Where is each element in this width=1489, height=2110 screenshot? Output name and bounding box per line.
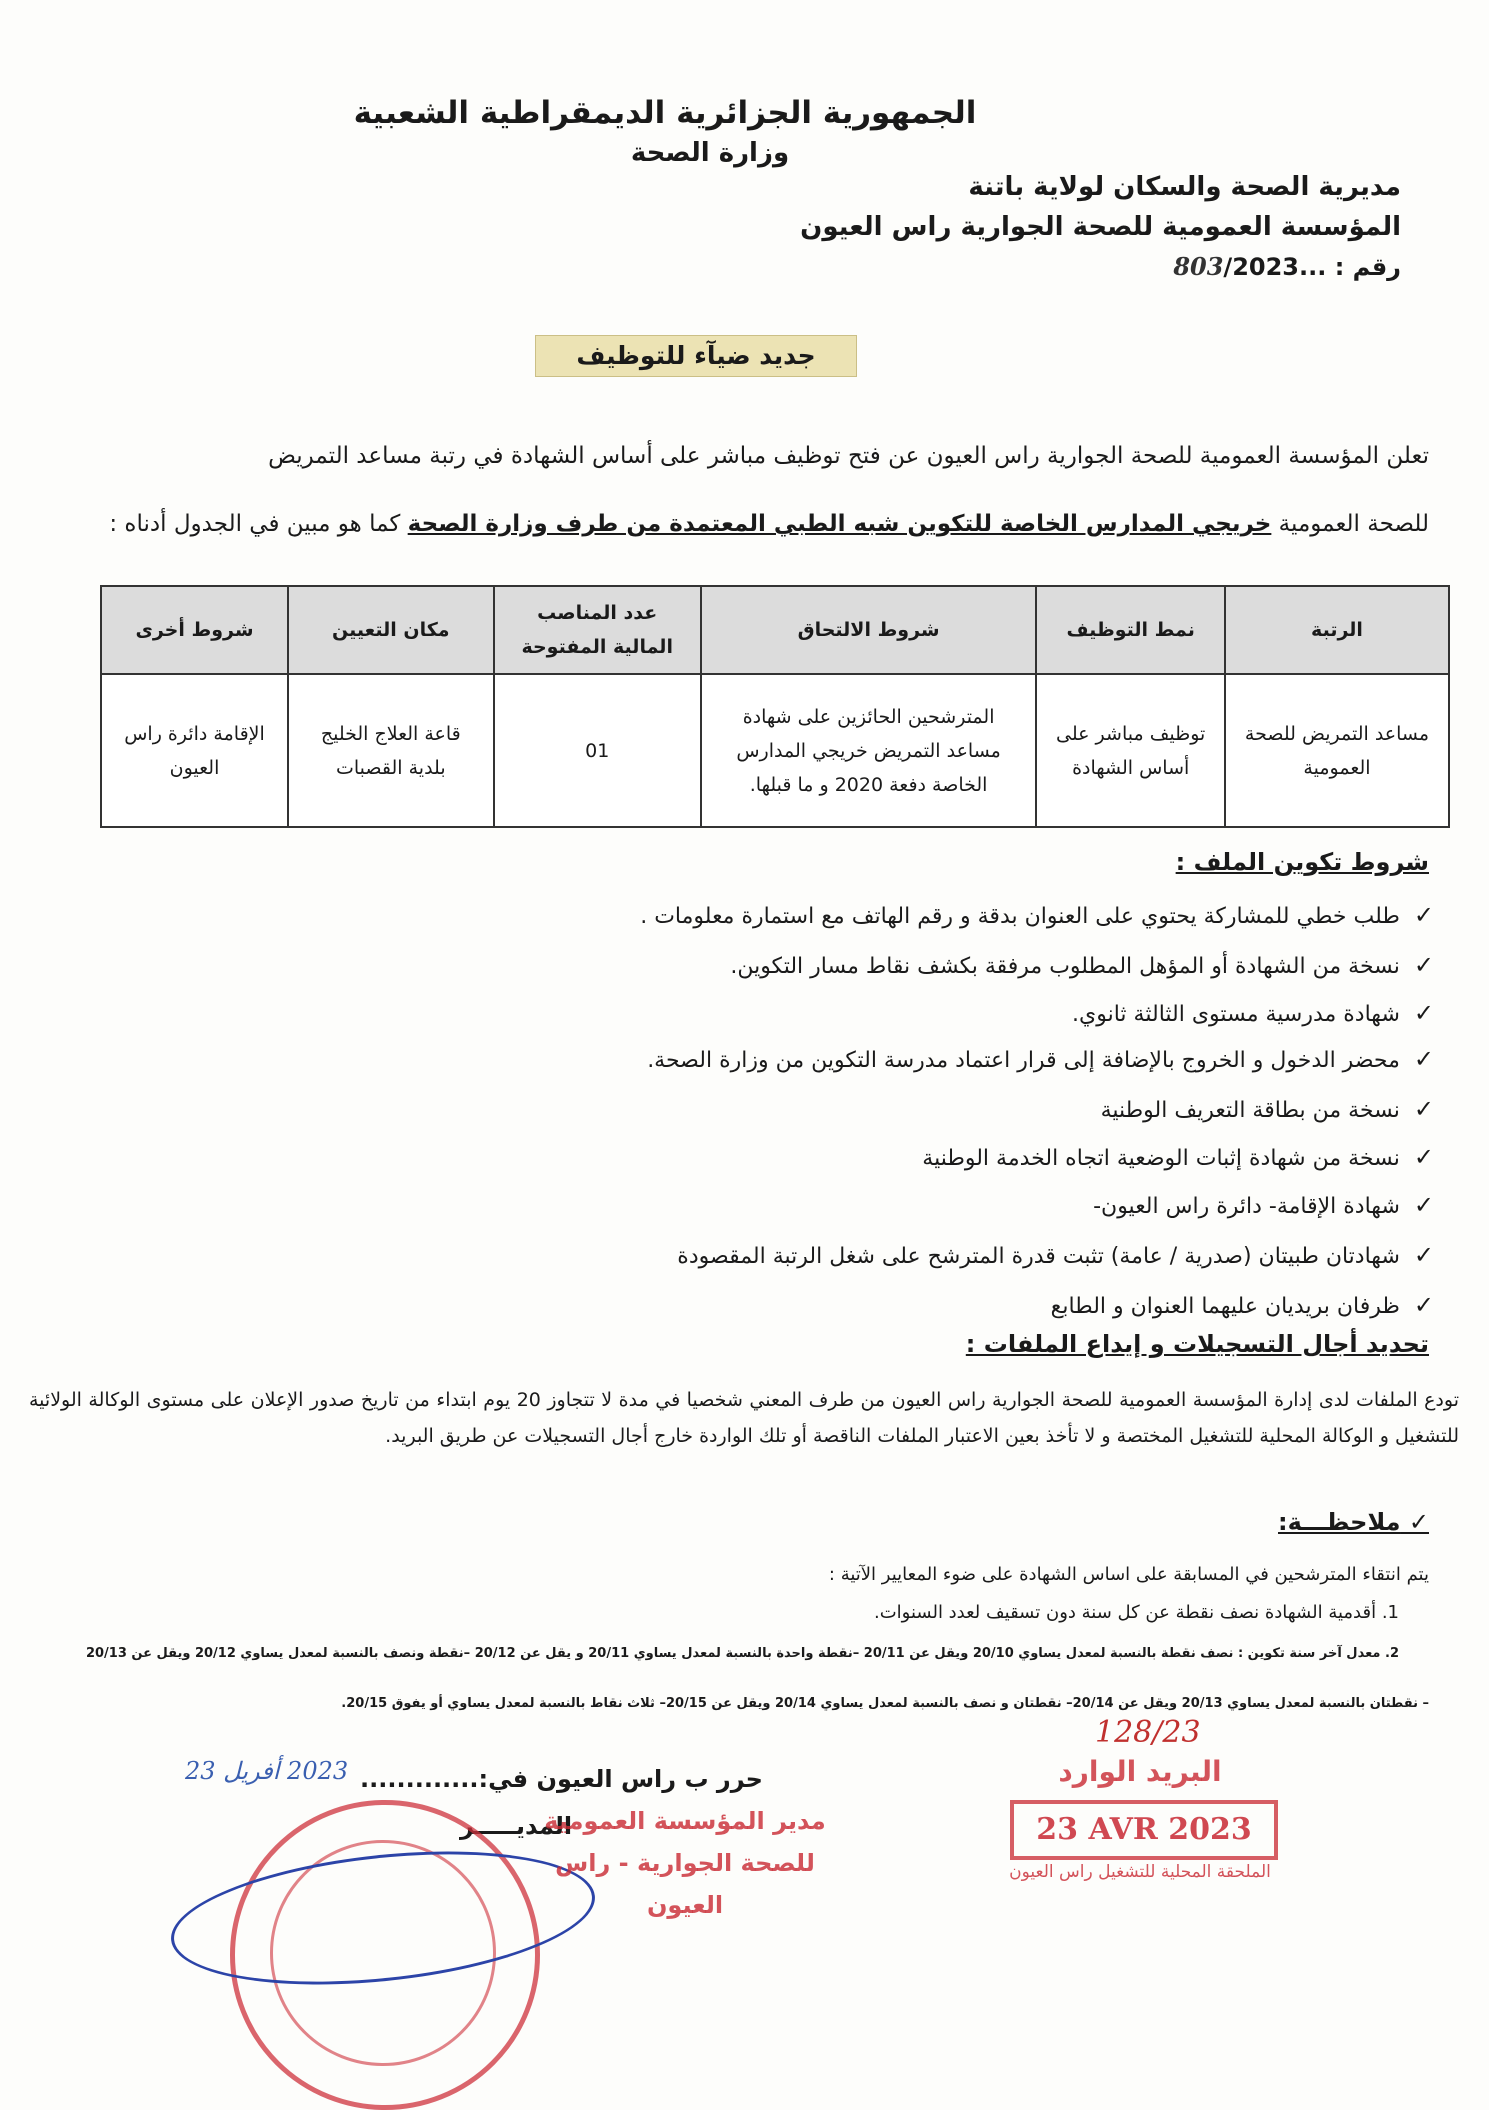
intro-underlined: خريجي المدارس الخاصة للتكوين شبه الطبي المعتمدة من طرف وزارة الصحة: [407, 511, 1272, 537]
header-location: مكان التعيين: [288, 586, 494, 674]
intro-end: كما هو مبين في الجدول أدناه :: [109, 511, 408, 537]
received-handwritten-number: 128/23: [1095, 1715, 1201, 1750]
note-item-2-cont: – نقطتان بالنسبة لمعدل يساوي 20/13 ويقل عن 20/14– نقطتان و نصف بالنسبة لمعدل يساوي 20/14 ويقل عن 20/15– ثلاث نقاط بالنسبة لمعدل يساوي أو يفوق 20/15.: [341, 1696, 1429, 1711]
ref-year: /2023: [1223, 253, 1299, 281]
file-item-1: ✓ طلب خطي للمشاركة يحتوي على العنوان بدقة و رقم الهاتف مع استمارة معلومات .: [114, 900, 1434, 932]
handwritten-date: 2023 أفريل 23: [185, 1757, 349, 1785]
signature-title: المديـــــر: [460, 1812, 573, 1840]
header-other-conditions: شروط أخرى: [101, 586, 288, 674]
note-item-1: 1. أقدمية الشهادة نصف نقطة عن كل سنة دون تسقيف لعدد السنوات.: [874, 1602, 1399, 1623]
file-item-4: ✓ محضر الدخول و الخروج بالإضافة إلى قرار اعتماد مدرسة التكوين من وزارة الصحة.: [114, 1044, 1434, 1076]
cell-conditions: المترشحين الحائزين على شهادة مساعد التمريض خريجي المدارس الخاصة دفعة 2020 و ما قبلها.: [701, 674, 1037, 827]
announcement-banner: جديد ضيآء للتوظيف: [535, 335, 857, 377]
note-item-2: 2. معدل آخر سنة تكوين : نصف نقطة بالنسبة لمعدل يساوي 20/10 ويقل عن 20/11 –نقطة واحدة بالنسبة لمعدل يساوي 20/11 و يقل عن 20/12 –نقطة ونصف بالنسبة لمعدل يساوي 20/12 ويقل عن 20/13: [85, 1646, 1399, 1661]
intro-line-1: تعلن المؤسسة العمومية للصحة الجوارية راس العيون عن فتح توظيف مباشر على أساس الشهادة في رتبة مساعد التمريض: [268, 443, 1429, 469]
cell-recruitment-mode: توظيف مباشر على أساس الشهادة: [1036, 674, 1225, 827]
file-item-7: ✓ شهادة الإقامة- دائرة راس العيون-: [114, 1190, 1434, 1222]
institution-name: المؤسسة العمومية للصحة الجوارية راس العيون: [800, 212, 1401, 242]
file-item-2: ✓ نسخة من الشهادة أو المؤهل المطلوب مرفقة بكشف نقاط مسار التكوين.: [114, 950, 1434, 982]
director-stamp-text: مدير المؤسسة العمومية للصحة الجوارية - راس العيون: [544, 1807, 826, 1919]
received-stamp-date: 23 AVR 2023: [1010, 1800, 1278, 1860]
ref-label: رقم : ...: [1298, 253, 1401, 281]
header-grade: الرتبة: [1225, 586, 1449, 674]
cell-other-conditions: الإقامة دائرة راس العيون: [101, 674, 288, 827]
table-row: [101, 674, 1449, 827]
file-item-5: ✓ نسخة من بطاقة التعريف الوطنية: [114, 1094, 1434, 1126]
note-intro: يتم انتقاء المترشحين في المسابقة على اساس الشهادة على ضوء المعايير الآتية :: [828, 1564, 1429, 1585]
file-item-8: ✓ شهادتان طبيتان (صدرية / عامة) تثبت قدرة المترشح على شغل الرتبة المقصودة: [114, 1240, 1434, 1272]
signature-place: حرر ب راس العيون في:.............: [360, 1765, 763, 1793]
deadline-section-title: تحديد أجال التسجيلات و إيداع الملفات :: [965, 1330, 1429, 1358]
directorate-name: مديرية الصحة والسكان لولاية باتنة: [968, 172, 1401, 202]
file-section-title: شروط تكوين الملف :: [1175, 848, 1429, 876]
received-stamp-agency: الملحقة المحلية للتشغيل راس العيون: [1009, 1862, 1271, 1882]
file-item-9: ✓ ظرفان بريديان عليهما العنوان و الطابع: [114, 1290, 1434, 1322]
ministry-title: وزارة الصحة: [630, 138, 790, 168]
positions-table: [100, 585, 1450, 828]
note-title-text: ملاحظـــة:: [1278, 1508, 1401, 1536]
deadline-text: تودع الملفات لدى إدارة المؤسسة العمومية للصحة الجوارية راس العيون من طرف المعني شخصيا في مدة لا تتجاوز 20 يوم ابتداء من تاريخ صدور الإعلان على مستوى الوكالة الولائية للتشغيل و الوكالة المحلية للتشغيل المختصة و لا تأخذ بعين الاعتبار الملفات الناقصة أو تلك الواردة خارج أجال التسجيلات عن طريق البريد.: [29, 1389, 1459, 1447]
cell-positions-count: 01: [494, 674, 701, 827]
note-section-title: [1278, 1508, 1429, 1536]
reference-number: [1173, 252, 1401, 281]
received-stamp-title: البريد الوارد: [1058, 1755, 1222, 1788]
header-positions-count: عدد المناصب المالية المفتوحة: [494, 586, 701, 674]
intro-start: للصحة العمومية: [1271, 511, 1429, 537]
cell-grade: مساعد التمريض للصحة العمومية: [1225, 674, 1449, 827]
check-icon: ✓: [1400, 1508, 1429, 1536]
file-item-6: ✓ نسخة من شهادة إثبات الوضعية اتجاه الخدمة الوطنية: [114, 1142, 1434, 1174]
ref-number: 803: [1173, 252, 1224, 281]
cell-location: قاعة العلاج الخليج بلدية القصبات: [288, 674, 494, 827]
table-header-row: [101, 586, 1449, 674]
republic-title: الجمهورية الجزائرية الديمقراطية الشعبية: [353, 95, 977, 131]
header-recruitment-mode: نمط التوظيف: [1036, 586, 1225, 674]
header-conditions: شروط الالتحاق: [701, 586, 1037, 674]
file-item-3: ✓ شهادة مدرسية مستوى الثالثة ثانوي.: [114, 998, 1434, 1030]
intro-line-2: [69, 508, 1429, 540]
